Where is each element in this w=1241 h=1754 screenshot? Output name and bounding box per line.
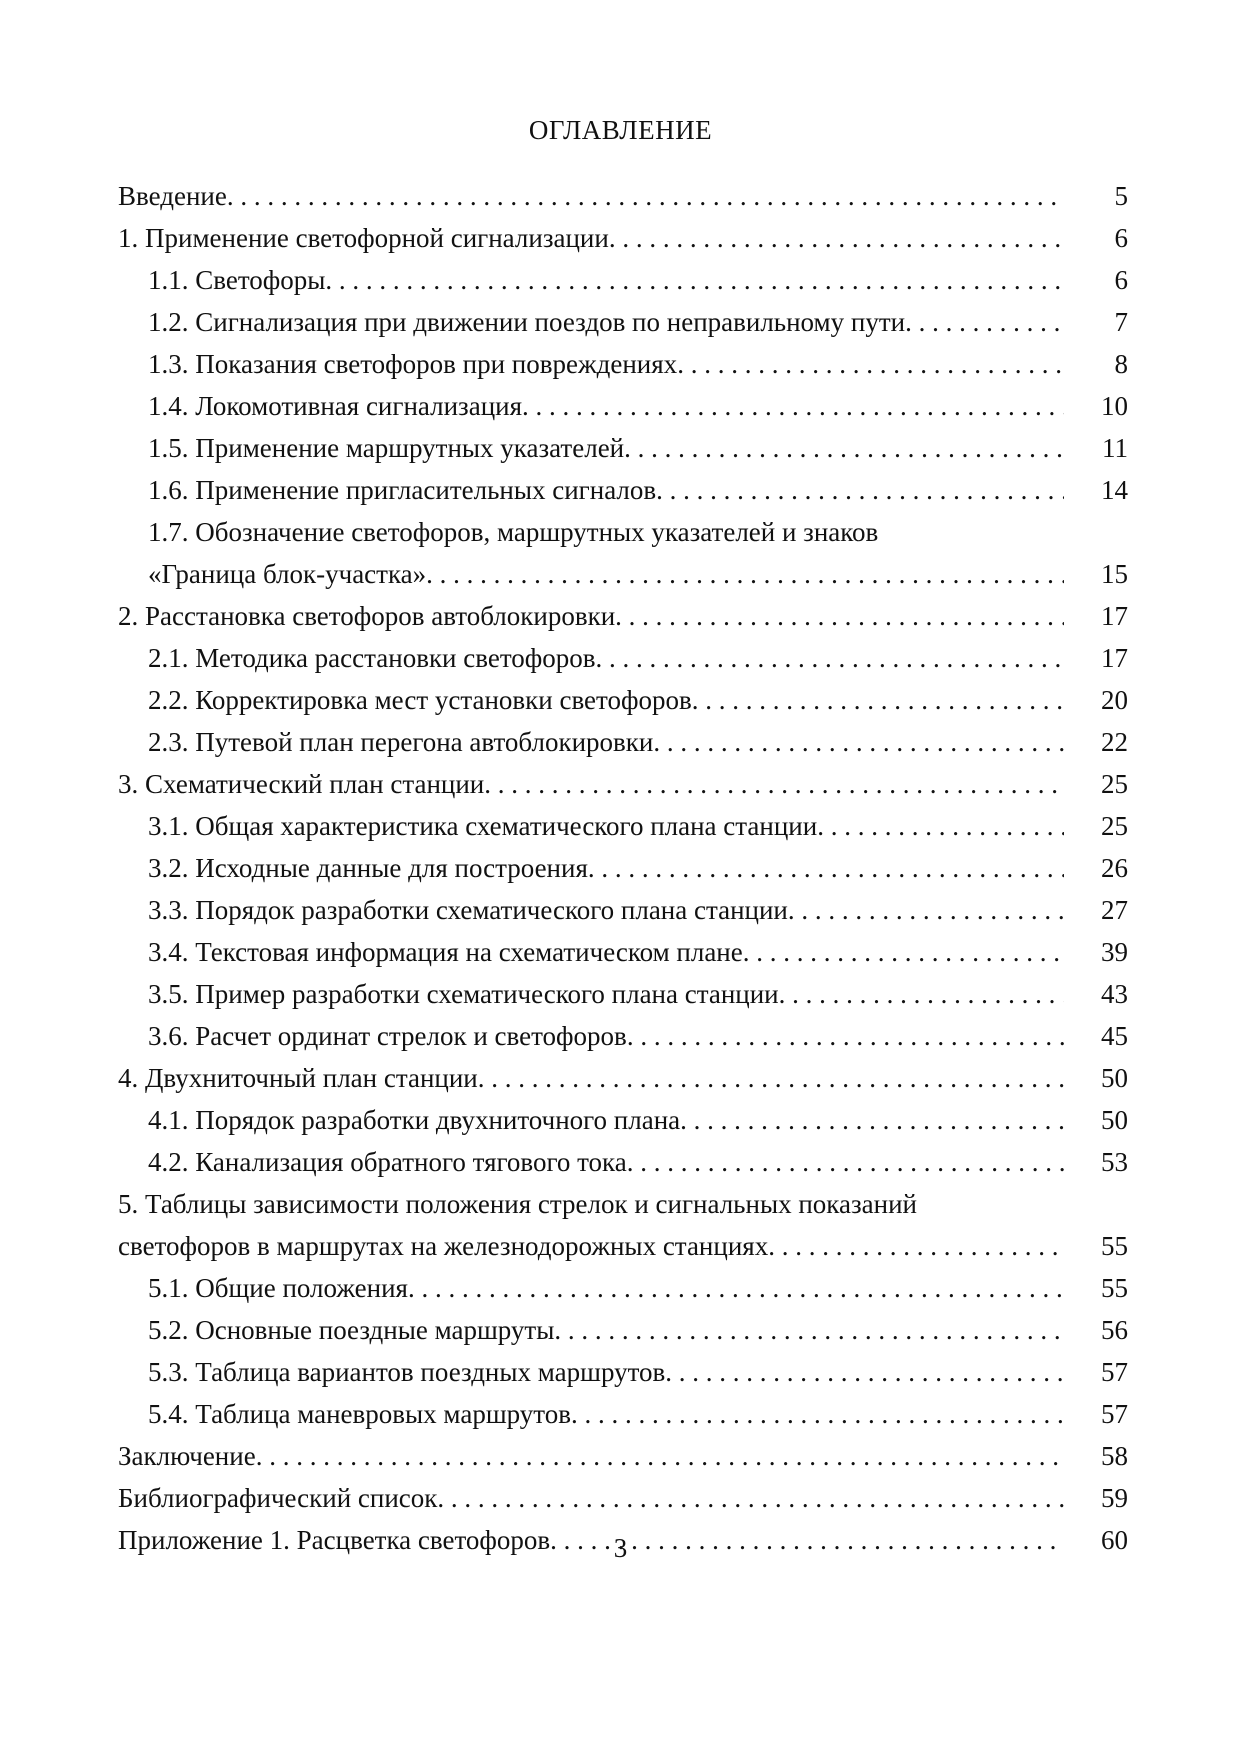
toc-entry-page: 25 bbox=[1101, 769, 1128, 799]
toc-entry-page: 53 bbox=[1101, 1147, 1128, 1177]
toc-entry[interactable] bbox=[118, 637, 1128, 679]
toc-entry-row bbox=[118, 763, 1128, 805]
toc-entry-page: 10 bbox=[1101, 391, 1128, 421]
toc-entry-row bbox=[118, 637, 1128, 679]
toc-entry-text: 2.2. Корректировка мест установки светофоров bbox=[148, 685, 692, 715]
toc-dot-leader bbox=[478, 1057, 1064, 1099]
table-of-contents bbox=[118, 175, 1128, 1561]
toc-entry-text: 3.5. Пример разработки схематического плана станции bbox=[148, 979, 779, 1009]
toc-entry[interactable] bbox=[118, 1309, 1128, 1351]
toc-entry-row bbox=[118, 343, 1128, 385]
toc-entry-page: 43 bbox=[1101, 979, 1128, 1009]
toc-entry-row bbox=[118, 427, 1128, 469]
toc-entry-row bbox=[118, 1435, 1128, 1477]
toc-entry-row bbox=[118, 259, 1128, 301]
toc-entry[interactable] bbox=[118, 343, 1128, 385]
toc-entry[interactable] bbox=[118, 1099, 1128, 1141]
toc-entry-page: 59 bbox=[1101, 1483, 1128, 1513]
toc-dot-leader bbox=[680, 1099, 1064, 1141]
toc-entry-text: светофоров в маршрутах на железнодорожных станциях bbox=[118, 1231, 769, 1261]
toc-entry-text: «Граница блок-участка» bbox=[148, 559, 427, 589]
toc-entry-page: 55 bbox=[1101, 1231, 1128, 1261]
toc-entry-row bbox=[118, 1057, 1128, 1099]
toc-entry-text: 1.5. Применение маршрутных указателей bbox=[148, 433, 625, 463]
toc-entry[interactable] bbox=[118, 301, 1128, 343]
toc-entry-row bbox=[118, 1477, 1128, 1519]
toc-entry[interactable] bbox=[118, 595, 1128, 637]
toc-entry-page: 27 bbox=[1101, 895, 1128, 925]
toc-entry-text: 4. Двухниточный план станции bbox=[118, 1063, 478, 1093]
toc-entry-text: Заключение bbox=[118, 1441, 256, 1471]
toc-dot-leader bbox=[692, 679, 1064, 721]
toc-entry-page: 8 bbox=[1114, 349, 1128, 379]
toc-entry-text: 3.2. Исходные данные для построения bbox=[148, 853, 588, 883]
toc-entry-row bbox=[118, 217, 1128, 259]
toc-entry[interactable] bbox=[118, 721, 1128, 763]
toc-dot-leader bbox=[779, 973, 1064, 1015]
toc-dot-leader bbox=[768, 1225, 1064, 1267]
toc-dot-leader bbox=[227, 175, 1064, 217]
toc-entry-page: 17 bbox=[1101, 643, 1128, 673]
toc-entry-row bbox=[118, 595, 1128, 637]
toc-entry-row bbox=[118, 1267, 1128, 1309]
page-number: 3 bbox=[613, 1533, 628, 1563]
toc-dot-leader bbox=[256, 1435, 1064, 1477]
toc-entry-page: 22 bbox=[1101, 727, 1128, 757]
toc-entry-text: 1.3. Показания светофоров при повреждениях bbox=[148, 349, 678, 379]
toc-entry-text: 1.2. Сигнализация при движении поездов по неправильному пути bbox=[148, 307, 906, 337]
toc-entry-page: 15 bbox=[1101, 559, 1128, 589]
toc-entry-page: 45 bbox=[1101, 1021, 1128, 1051]
toc-entry-page: 57 bbox=[1101, 1357, 1128, 1387]
toc-entry-row bbox=[118, 553, 1128, 595]
toc-entry-text-line1: 5. Таблицы зависимости положения стрелок и сигнальных показаний bbox=[118, 1189, 917, 1219]
toc-entry[interactable] bbox=[118, 847, 1128, 889]
toc-dot-leader bbox=[905, 301, 1064, 343]
toc-entry-text: 5.2. Основные поездные маршруты bbox=[148, 1315, 555, 1345]
toc-entry[interactable] bbox=[118, 1057, 1128, 1099]
toc-entry[interactable] bbox=[118, 1267, 1128, 1309]
toc-entry-page: 39 bbox=[1101, 937, 1128, 967]
toc-dot-leader bbox=[571, 1393, 1064, 1435]
toc-entry-text: 2.3. Путевой план перегона автоблокировки bbox=[148, 727, 654, 757]
toc-dot-leader bbox=[408, 1267, 1064, 1309]
toc-entry-row bbox=[118, 1099, 1128, 1141]
toc-entry-page: 11 bbox=[1102, 433, 1128, 463]
toc-entry-text: Приложение 1. Расцветка светофоров bbox=[118, 1525, 551, 1555]
toc-entry-row bbox=[118, 973, 1128, 1015]
toc-entry-row bbox=[118, 385, 1128, 427]
toc-entry-page: 57 bbox=[1101, 1399, 1128, 1429]
toc-entry-row bbox=[118, 1393, 1128, 1435]
toc-entry-text: 5.1. Общие положения bbox=[148, 1273, 408, 1303]
toc-dot-leader bbox=[656, 469, 1064, 511]
toc-dot-leader bbox=[627, 1141, 1064, 1183]
toc-entry[interactable] bbox=[118, 679, 1128, 721]
toc-entry-text: 1. Применение светофорной сигнализации bbox=[118, 223, 609, 253]
toc-dot-leader bbox=[426, 553, 1064, 595]
toc-dot-leader bbox=[615, 595, 1064, 637]
toc-dot-leader bbox=[437, 1477, 1064, 1519]
toc-entry-text: 3. Схематический план станции bbox=[118, 769, 485, 799]
toc-dot-leader bbox=[665, 1351, 1064, 1393]
toc-dot-leader bbox=[554, 1309, 1064, 1351]
toc-entry[interactable] bbox=[118, 469, 1128, 511]
toc-entry-page: 58 bbox=[1101, 1441, 1128, 1471]
toc-entry[interactable] bbox=[118, 427, 1128, 469]
toc-entry[interactable] bbox=[118, 1393, 1128, 1435]
toc-entry-row bbox=[118, 1225, 1128, 1267]
toc-entry[interactable] bbox=[118, 385, 1128, 427]
toc-entry-row bbox=[118, 175, 1128, 217]
toc-entry-text: 3.6. Расчет ординат стрелок и светофоров bbox=[148, 1021, 627, 1051]
toc-dot-leader bbox=[609, 217, 1064, 259]
toc-entry-page: 55 bbox=[1101, 1273, 1128, 1303]
toc-entry-page: 26 bbox=[1101, 853, 1128, 883]
toc-dot-leader bbox=[588, 847, 1064, 889]
toc-entry-page: 17 bbox=[1101, 601, 1128, 631]
toc-entry-row bbox=[118, 889, 1128, 931]
toc-entry-row bbox=[118, 469, 1128, 511]
toc-entry-text: 2.1. Методика расстановки светофоров bbox=[148, 643, 596, 673]
toc-entry[interactable] bbox=[118, 889, 1128, 931]
toc-entry-text: 1.4. Локомотивная сигнализация bbox=[148, 391, 523, 421]
toc-dot-leader bbox=[653, 721, 1064, 763]
toc-entry-text: 3.1. Общая характеристика схематического плана станции bbox=[148, 811, 818, 841]
toc-dot-leader bbox=[624, 427, 1064, 469]
toc-entry[interactable] bbox=[118, 1435, 1128, 1477]
toc-dot-leader bbox=[677, 343, 1064, 385]
toc-entry[interactable] bbox=[118, 217, 1128, 259]
toc-entry[interactable] bbox=[118, 1351, 1128, 1393]
toc-entry-text: Библиографический список bbox=[118, 1483, 438, 1513]
toc-dot-leader bbox=[596, 637, 1064, 679]
toc-dot-leader bbox=[817, 805, 1064, 847]
toc-dot-leader bbox=[788, 889, 1064, 931]
toc-entry[interactable] bbox=[118, 259, 1128, 301]
toc-entry[interactable] bbox=[118, 1015, 1128, 1057]
toc-entry-text: 5.4. Таблица маневровых маршрутов bbox=[148, 1399, 571, 1429]
toc-dot-leader bbox=[743, 931, 1064, 973]
toc-entry-text: 2. Расстановка светофоров автоблокировки bbox=[118, 601, 616, 631]
toc-entry-text: Введение bbox=[118, 181, 227, 211]
toc-heading: ОГЛАВЛЕНИЕ bbox=[528, 115, 713, 145]
toc-entry-text: 3.3. Порядок разработки схематического плана станции bbox=[148, 895, 788, 925]
toc-dot-leader bbox=[627, 1015, 1064, 1057]
toc-dot-leader bbox=[522, 385, 1064, 427]
toc-entry-page: 14 bbox=[1101, 475, 1128, 505]
toc-entry-page: 6 bbox=[1114, 265, 1128, 295]
toc-entry[interactable] bbox=[118, 175, 1128, 217]
toc-entry-page: 50 bbox=[1101, 1063, 1128, 1093]
toc-entry[interactable] bbox=[118, 511, 1128, 595]
toc-entry[interactable] bbox=[118, 805, 1128, 847]
toc-dot-leader bbox=[325, 259, 1064, 301]
toc-entry-text: 4.2. Канализация обратного тягового тока bbox=[148, 1147, 627, 1177]
toc-entry[interactable] bbox=[118, 1141, 1128, 1183]
toc-entry-text-line1: 1.7. Обозначение светофоров, маршрутных указателей и знаков bbox=[148, 517, 879, 547]
toc-entry-page: 25 bbox=[1101, 811, 1128, 841]
toc-entry-text: 1.1. Светофоры bbox=[148, 265, 326, 295]
toc-dot-leader bbox=[484, 763, 1064, 805]
toc-entry[interactable] bbox=[118, 763, 1128, 805]
toc-entry-page: 5 bbox=[1114, 181, 1128, 211]
toc-entry[interactable] bbox=[118, 1183, 1128, 1267]
toc-entry-row bbox=[118, 721, 1128, 763]
toc-entry[interactable] bbox=[118, 931, 1128, 973]
toc-entry-text: 3.4. Текстовая информация на схематическом плане bbox=[148, 937, 743, 967]
toc-entry-row bbox=[118, 679, 1128, 721]
toc-entry-page: 56 bbox=[1101, 1315, 1128, 1345]
toc-entry-page: 20 bbox=[1101, 685, 1128, 715]
toc-entry[interactable] bbox=[118, 973, 1128, 1015]
toc-entry-row bbox=[118, 1141, 1128, 1183]
toc-entry-page: 7 bbox=[1114, 307, 1128, 337]
toc-entry-row bbox=[118, 1351, 1128, 1393]
toc-entry-row bbox=[118, 1015, 1128, 1057]
toc-entry-text: 4.1. Порядок разработки двухниточного плана bbox=[148, 1105, 681, 1135]
toc-entry-row bbox=[118, 847, 1128, 889]
toc-entry-row bbox=[118, 301, 1128, 343]
toc-entry-text: 5.3. Таблица вариантов поездных маршрутов bbox=[148, 1357, 666, 1387]
toc-entry-row bbox=[118, 931, 1128, 973]
toc-entry-page: 50 bbox=[1101, 1105, 1128, 1135]
toc-entry-text: 1.6. Применение пригласительных сигналов bbox=[148, 475, 657, 505]
toc-entry-page: 60 bbox=[1101, 1525, 1128, 1555]
toc-entry[interactable] bbox=[118, 1477, 1128, 1519]
toc-entry-row bbox=[118, 1309, 1128, 1351]
toc-entry-row bbox=[118, 805, 1128, 847]
toc-entry-page: 6 bbox=[1114, 223, 1128, 253]
